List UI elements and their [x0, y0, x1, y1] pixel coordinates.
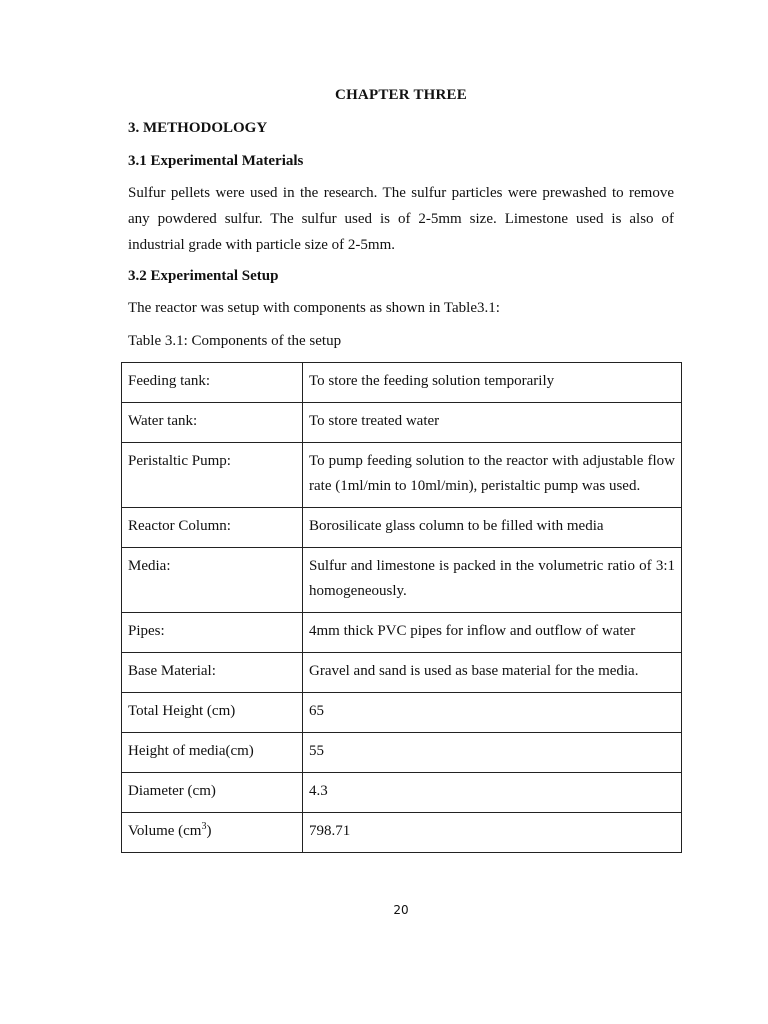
component-label: Height of media(cm) [122, 733, 303, 773]
component-description: 55 [303, 733, 682, 773]
component-description: 65 [303, 693, 682, 733]
component-description: To store treated water [303, 403, 682, 443]
component-label: Peristaltic Pump: [122, 443, 303, 508]
table-row [122, 403, 682, 443]
table-caption: Table 3.1: Components of the setup [128, 333, 342, 349]
component-label: Pipes: [122, 613, 303, 653]
component-label-main: Volume (cm [128, 823, 202, 839]
component-description: Sulfur and limestone is packed in the volumetric ratio of 3:1 homogeneously. [303, 548, 682, 613]
table-row [122, 363, 682, 403]
table-row [122, 813, 682, 853]
component-label: Water tank: [122, 403, 303, 443]
component-label: Base Material: [122, 653, 303, 693]
subsection-heading-setup: 3.2 Experimental Setup [128, 268, 279, 284]
component-label: Diameter (cm) [122, 773, 303, 813]
section-heading: 3. METHODOLOGY [128, 120, 268, 136]
component-description: Borosilicate glass column to be filled with media [303, 508, 682, 548]
component-description: 4.3 [303, 773, 682, 813]
table-row [122, 653, 682, 693]
table-row [122, 508, 682, 548]
component-description: To store the feeding solution temporarily [303, 363, 682, 403]
table-row [122, 773, 682, 813]
component-description: 4mm thick PVC pipes for inflow and outflow of water [303, 613, 682, 653]
subsection-heading-materials: 3.1 Experimental Materials [128, 153, 304, 169]
component-label: Reactor Column: [122, 508, 303, 548]
components-table [121, 362, 682, 853]
component-label: Feeding tank: [122, 363, 303, 403]
table-row [122, 693, 682, 733]
table-row [122, 613, 682, 653]
component-label-end: ) [206, 823, 212, 839]
table-row [122, 733, 682, 773]
materials-paragraph: Sulfur pellets were used in the research. The sulfur particles were prewashed to remove any powdered sulfur. The sulfur used is of 2-5mm size. Limestone used is also of industrial grade with particle size of 2-5mm. [128, 185, 674, 253]
component-label: Media: [122, 548, 303, 613]
component-description: 798.71 [303, 813, 682, 853]
component-description: To pump feeding solution to the reactor with adjustable flow rate (1ml/min to 10ml/min), peristaltic pump was used. [303, 443, 682, 508]
table-row [122, 443, 682, 508]
table-row [122, 548, 682, 613]
component-label [122, 813, 303, 853]
component-description: Gravel and sand is used as base material for the media. [303, 653, 682, 693]
superscript-unit: 3 [201, 821, 207, 832]
setup-intro-paragraph: The reactor was setup with components as shown in Table3.1: [128, 300, 500, 316]
page-number: 20 [393, 903, 409, 917]
component-label: Total Height (cm) [122, 693, 303, 733]
chapter-title: CHAPTER THREE [335, 87, 467, 103]
